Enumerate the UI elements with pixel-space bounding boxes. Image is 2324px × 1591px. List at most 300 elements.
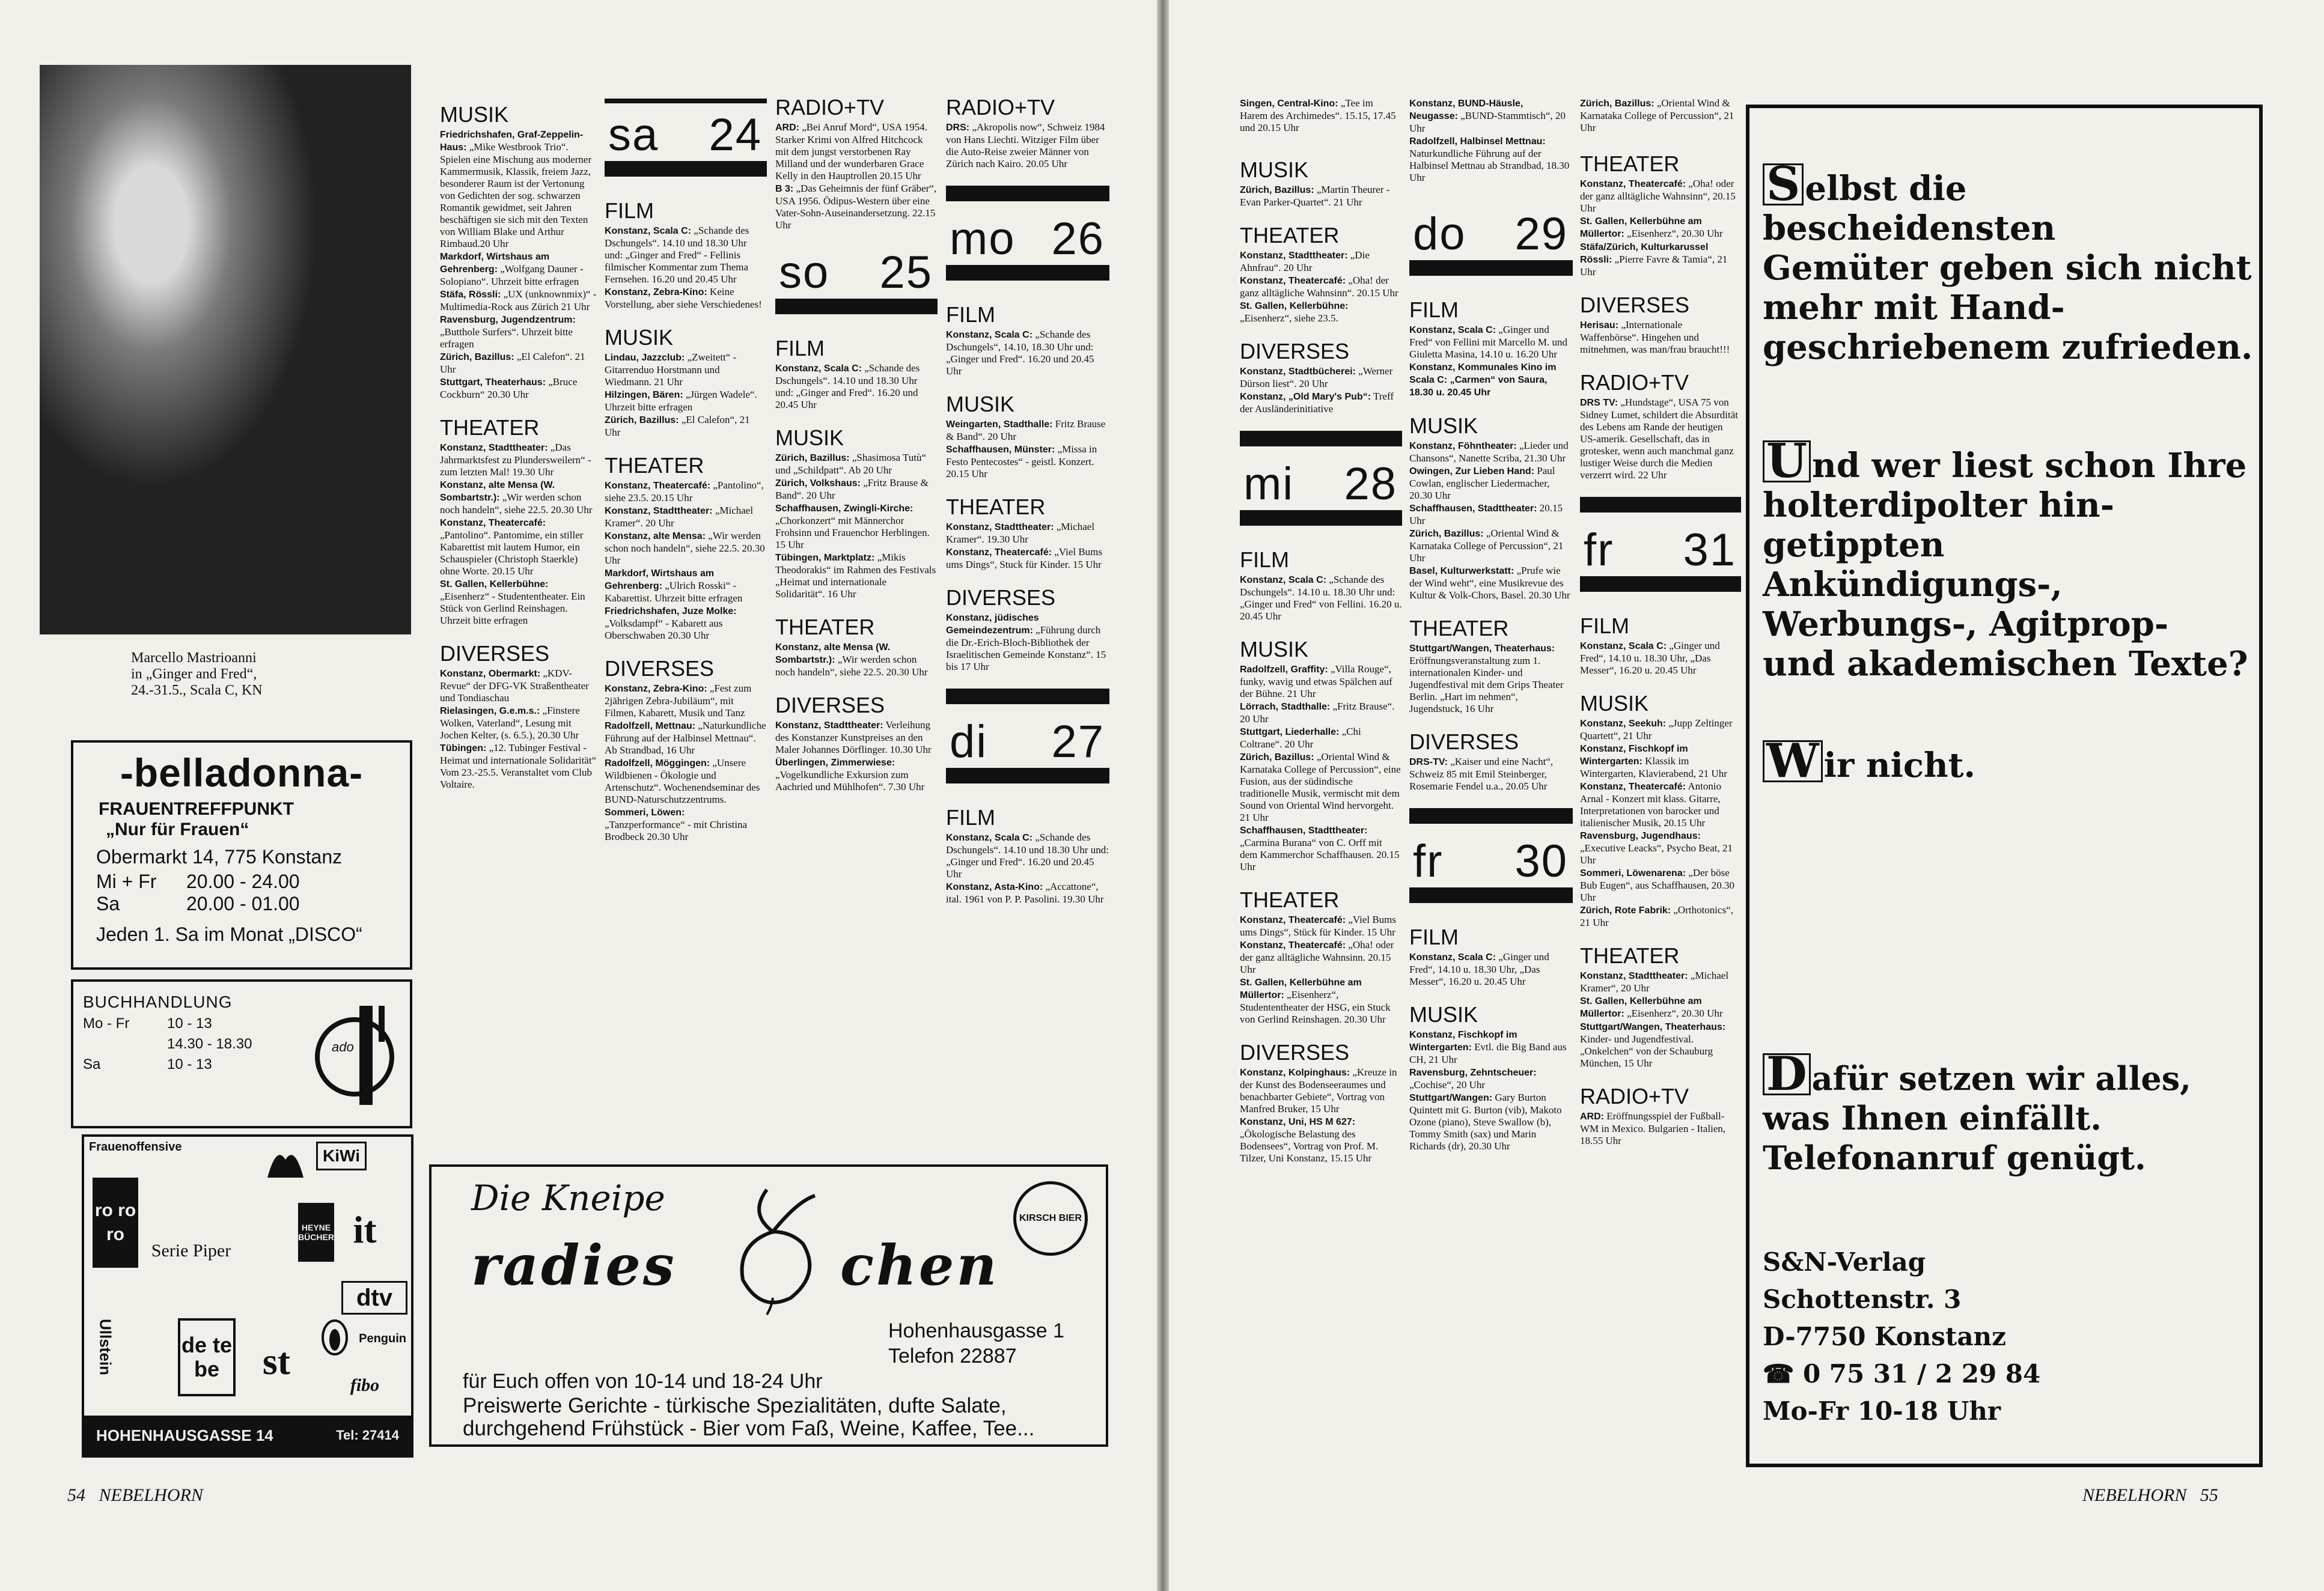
left-column-4 [946,96,1109,1160]
listing-text: „Tanzperformance“ - mit Christina Brodbeck 20.30 Uhr [605,819,748,842]
day-bar [946,768,1109,783]
listing-entry [1409,440,1573,464]
listing-section [1580,371,1741,481]
listing-entry [1580,1021,1741,1069]
listing-text: „UX (unknownmix)“ - Multimedia-Rock aus Zürich 21 Uhr [440,288,597,312]
listing-text: „Kreuze in der Kunst des Bodenseeraumes und benachbarter Gebiete“, Vortrag von Manfred Bruker, 15 Uhr [1240,1066,1397,1115]
listing-venue: Konstanz, Kommunales Kino im Scala C: „Carmen“ von Saura, 18.30 u. 20.45 Uhr [1409,362,1557,398]
day-label [1240,458,1402,508]
listing-text: „Zweitett“ - Gitarrenduo Horstmann und Wiedmann. 21 Uhr [605,351,737,388]
belladonna-address: Obermarkt 14, 775 Konstanz [96,846,343,868]
page-number: 55 [2200,1485,2218,1505]
listing-section [440,642,597,791]
listing-text: „Werner Dürson liest“. 20 Uhr [1240,365,1393,389]
separator-bar [1240,431,1402,446]
day-header [1240,458,1402,526]
listing-venue: Lörrach, Stadthalle: [1240,702,1331,712]
listing-text: „Viel Bums ums Dings“, Stuck für Kinder. 15 Uhr [946,546,1103,570]
listing-venue: Radolfzell, Halbinsel Mettnau: [1409,136,1546,147]
listing-entry [440,578,597,627]
right-column-2 [1409,97,1573,1479]
listing-section [946,806,1109,905]
listing-entry [440,288,597,313]
section-heading: DIVERSES [1240,339,1350,364]
listing-entry [605,505,767,529]
day-label [1409,836,1573,885]
day-label [1409,208,1573,258]
day-header [946,716,1109,783]
listing-venue: Schaffhausen, Münster: [946,445,1055,455]
listing-entry [1580,904,1741,929]
listing-text: „Pantolino“. Pantomime, ein stiller Kabarettist mit lautem Humor, ein Schauspieler (Christoph Staerkle) ohne Worte. 20.15 Uhr [440,529,584,577]
listing-section [775,694,938,793]
day-name: sa [608,109,659,160]
page-gutter [1157,0,1169,1591]
day-bar [605,161,767,177]
listing-venue: Konstanz, Stadttheater: [1240,251,1348,261]
listing-text: „El Calefon“. 21 Uhr [440,351,585,375]
magazine-name: NEBELHORN [99,1485,203,1505]
listing-text: „Executive Leacks“, Psycho Beat, 21 Uhr [1580,842,1733,866]
listing-venue: Tübingen: [440,743,487,753]
listing-venue: Konstanz, Scala C: [775,364,862,374]
listing-text: „Ökologische Belastung des Bodensees“, Vortrag von Prof. M. Tilzer, Uni Konstanz, 15.15 Uhr [1240,1128,1379,1164]
listing-text: „Ginger und Fred“, 14.10 u. 18.30 Uhr, „Das Messer“, 16.20 u. 20.45 Uhr [1409,951,1549,987]
listing-entry [946,546,1109,571]
listing-entry [1240,1066,1402,1115]
spacer [1409,184,1573,202]
listing-text: „Orthotonics“, 21 Uhr [1580,904,1733,928]
listing-entry [605,605,767,642]
listing-venue: St. Gallen, Kellerbühne am Müllertor: [1580,996,1702,1019]
listing-venue: Zürich, Bazillus: [1409,529,1484,539]
listing-text: „Naturkundliche Führung auf der Halbinsel Mettnau“. Ab Strandbad, 16 Uhr [605,720,766,756]
listing-venue: Basel, Kulturwerkstatt: [1409,566,1514,576]
listing-venue: Konstanz, BUND-Häusle, Neugasse: [1409,99,1523,121]
listing-venue: Konstanz, Scala C: [1240,575,1327,585]
listing-text: Verleihung des Konstanzer Kunstpreises an den Maler Johannes Dörflinger. 10.30 Uhr [775,719,932,755]
buchhandlung-hours-2: 14.30 - 18.30 [167,1036,252,1052]
listing-entry [775,756,938,793]
belladonna-name: -belladonna- [120,750,364,795]
listing-venue: Konstanz, Stadttheater: [440,443,548,453]
listing-text: „Butthole Surfers“. Uhrzeit bitte erfragen [440,326,573,350]
section-heading: FILM [1409,297,1459,322]
buchhandlung-ad [71,979,412,1128]
section-heading: DIVERSES [1580,293,1690,317]
listing-text: „Pierre Favre & Tamia“, 21 Uhr [1580,254,1728,278]
listing-venue: Radolfzell, Möggingen: [605,758,710,768]
listing-entry [605,389,767,413]
left-column-3 [775,96,938,1160]
listing-entry [946,329,1109,377]
listing-entry [946,418,1109,443]
day-name: mo [950,213,1016,264]
listing-entry [605,286,767,311]
kirsch-bier-logo: KIRSCH BIER [1013,1181,1088,1256]
listing-entry [1409,135,1573,184]
listing-text: „Jupp Zeltinger Quartett“, 21 Uhr [1580,717,1733,741]
listing-entry [1580,397,1741,481]
listing-section [1240,549,1402,622]
listing-text: „Accattone“, ital. 1961 von P. P. Pasolini. 19.30 Uhr [946,881,1104,905]
listing-text: „Ulrich Rosski“ - Kabarettist. Uhrzeit bitte erfragen [605,580,743,604]
listing-section [1580,1085,1741,1147]
listing-text: „Michael Kramer“. 20 Uhr [605,505,754,529]
listing-venue: Tübingen, Marktplatz: [775,553,875,563]
listing-entry [440,129,597,250]
piper-logo: Serie Piper [151,1241,231,1261]
right-page [1169,0,2324,1591]
contact-street: Schottenstr. 3 [1763,1285,1962,1314]
day-label [605,109,767,159]
listing-entry [1240,914,1402,938]
listing-entry [605,720,767,756]
listing-text: „Mike Westbrook Trio“. Spielen eine Mischung aus moderner Kammermusik, Klassik, freiem Jazz, besonderer Raum ist der Vertonung von Gedichten der sog. schwarzen Romantik gewidmet, seit Jahren beschäftigen sie sich mit den Texten von William Blake und Arthur Rimbaud.20 Uhr [440,141,592,249]
listing-text: „12. Tubinger Festival - Heimat und internationale Solidarität“ Vom 23.-25.5. Veranstaltet vom Club Voltaire. [440,742,597,790]
listing-venue: Stuttgart/Wangen: [1409,1093,1493,1103]
section-heading: RADIO+TV [1580,1084,1689,1109]
ad-paragraph-1: S elbst die bescheidensten Gemüter geben sich nicht mehr mit Hand- geschriebenem zufrieden. [1763,157,2253,367]
contact-company: S&N-Verlag [1763,1247,1926,1277]
listing-entry [1580,215,1741,240]
listing-venue: Radolfzell, Mettnau: [605,721,696,731]
listing-text: „Jürgen Wadele“. Uhrzeit bitte erfragen [605,389,757,413]
listing-venue: Schaffhausen, Stadttheater: [1240,826,1368,836]
section-heading: THEATER [605,453,704,478]
section-heading: RADIO+TV [946,96,1055,120]
it-logo: it [353,1208,377,1251]
listing-text: „Fest zum 2jährigen Zebra-Jubiläum“, mit Filmen, Kabarett, Musik und Tanz [605,683,752,719]
listing-section [605,199,767,311]
contact-hours: Mo-Fr 10-18 Uhr [1763,1396,2001,1426]
listing-venue: Konstanz, Asta-Kino: [946,882,1043,892]
buchhandlung-title: BUCHHANDLUNG [83,993,233,1011]
day-number: 24 [709,109,762,160]
listing-venue: Konstanz, alte Mensa (W. Sombartstr.): [440,480,555,503]
listing-venue: Owingen, Zur Lieben Hand: [1409,466,1534,476]
kneipe-name-1: radies [471,1233,677,1298]
caption-line: 24.-31.5., Scala C, KN [131,683,263,698]
day-number: 28 [1344,458,1397,510]
belladonna-ad [71,740,412,970]
listing-venue: Schaffhausen, Zwingli-Kirche: [775,503,913,514]
section-heading: THEATER [946,494,1046,519]
listing-venue: Konstanz, Zebra-Kino: [605,684,707,694]
section-heading: FILM [605,198,654,223]
section-heading: MUSIK [775,425,844,450]
listing-text: „Fritz Brause“. 20 Uhr [1240,701,1395,725]
listing-text: „Eisenherz“, 20.30 Uhr [1624,228,1723,239]
listing-venue: Konstanz, Theatercafé: [1240,915,1346,925]
listing-text: „Eisenherz“, siehe 23.5. [1240,312,1338,324]
day-bar [1409,887,1573,903]
contact-city: D-7750 Konstanz [1763,1322,2006,1351]
listing-entry [605,567,767,604]
listing-text: „Unsere Wildbienen - Ökologie und Artenschutz“. Wochenendseminar des BUND-Naturschutzzentrums. [605,757,760,805]
listing-venue: Konstanz, Scala C: [605,226,692,236]
day-number: 29 [1514,208,1568,260]
listing-venue: Konstanz, Theatercafé: [1240,940,1346,951]
listing-entry [775,477,938,502]
separator-bar [1580,497,1741,513]
listing-venue: Radolfzell, Graffity: [1240,665,1328,675]
listing-section [775,96,938,231]
listing-section [1240,224,1402,324]
listing-text: Eröffnungsspiel der Fußball-WM in Mexico. Bulgarien - Italien, 18.55 Uhr [1580,1110,1726,1146]
ado-logo-icon [307,1000,403,1108]
listing-entry [1240,184,1402,208]
listing-text: „Schande des Dschungels“. 14.10 und 18.30 Uhr und: „Ginger and Fred“ - Fellinis filmischer Kommentar zum Thema Fernsehen. 16.20 und 20.45 Uhr [605,225,749,285]
listing-text: „Oha! oder der ganz alltägliche Wahnsinn. 20.15 Uhr [1240,939,1394,975]
listing-text: „Eisenherz“ - Studententheater. Ein Stück von Gerlind Reinshagen. Uhrzeit bitte erfragen [440,591,585,626]
day-bar [775,299,938,314]
listing-venue: St. Gallen, Kellerbühne: [1240,301,1349,311]
listing-text: „Akropolis now“, Schweiz 1984 von Hans Liechti. Witziger Film über die Auto-Reise zweier Männer von Zürich nach Kairo. 20.05 Uhr [946,121,1105,169]
listing-text: „Bruce Cockburn“ 20.30 Uhr [440,376,578,400]
listing-text: 20.15 Uhr [1409,502,1563,526]
listing-text: „Bei Anruf Mord“, USA 1954. Starker Krimi von Alfred Hitchcock mit dem jungst verstorbenen Ray Milland und der wunderbaren Grace Kelly in den Hauptrollen 20.15 Uhr [775,121,927,181]
listing-section [440,416,597,627]
right-column-3 [1580,97,1741,1479]
radish-icon [701,1178,839,1316]
listing-venue: Konstanz, Kolpinghaus: [1240,1068,1350,1078]
magazine-name: NEBELHORN [2082,1485,2187,1505]
section-heading: FILM [946,302,996,327]
listing-text: „Wir werden schon noch handeln“, siehe 22.5. 20.30 Uhr [775,654,928,678]
listing-text: „Oriental Wind & Karnataka College of Percussion“, 21 Uhr [1409,528,1564,564]
listing-venue: Konstanz, Stadtbücherei: [1240,367,1356,377]
listing-text: „Das Geheimnis der fünf Gräber“, USA 1956. Ödipus-Western über eine Vater-Sohn-Auseinandersetzung. 22.15 Uhr [775,183,937,231]
listing-entry [1409,642,1573,715]
listing-entry [605,530,767,567]
day-name: mi [1243,458,1295,510]
listing-venue: Konstanz, „Old Mary's Pub“: [1240,392,1371,402]
listing-venue: Konstanz, Stadttheater: [775,720,883,731]
listing-entry [946,612,1109,673]
day-label [1580,525,1741,574]
day-name: di [950,716,988,767]
listing-venue: St. Gallen, Kellerbühne am Müllertor: [1240,978,1362,1000]
listing-text: Evtl. die Big Band aus CH, 21 Uhr [1409,1041,1567,1065]
listing-section [1409,926,1573,988]
contact-phone: ☎ 0 75 31 / 2 29 84 [1763,1359,2041,1389]
listing-section [605,454,767,642]
listing-text: „Kaiser und eine Nacht“, Schweiz 85 mit Emil Steinberger, Rosemarie Fendel u.a., 20.05 Uhr [1409,756,1554,792]
listing-text: „Chorkonzert“ mit Männerchor Frohsinn und Frauenchor Herblingen. 15 Uhr [775,515,930,550]
listing-entry [1240,391,1402,415]
listing-entry [1240,976,1402,1026]
listing-venue: Stäfa/Zürich, Kulturkarussel Rössli: [1580,242,1709,265]
listing-section [1240,638,1402,873]
listing-venue: Hilzingen, Bären: [605,390,683,400]
listing-entry [1580,1110,1741,1147]
listing-entry [1409,502,1573,527]
listing-venue: Ravensburg, Jugendzentrum: [440,315,576,325]
section-heading: DIVERSES [1409,729,1519,754]
listing-section [1409,299,1573,399]
listing-text: „Volksdampf“ - Kabarett aus Oberschwaben 20.30 Uhr [605,618,723,641]
listing-text: „Der böse Bub Eugen“, aus Schaffhausen, 20.30 Uhr [1580,867,1734,903]
listing-entry [1580,241,1741,278]
listing-text: Gary Burton Quintett mit G. Burton (vib), Makoto Ozone (piano), Steve Swallow (b), Tommy Smith (sax) und Marin Richards (dr), 20.30 Uhr [1409,1092,1562,1152]
listing-venue: ARD: [1580,1112,1604,1122]
listing-entry [1580,97,1741,134]
kneipe-line-1: Preiswerte Gerichte - türkische Spezialitäten, dufte Salate, [463,1394,1007,1417]
ad-paragraph-2: U nd wer liest schon Ihre holterdipolter hin- getippten Ankündigungs-, Werbungs-, Agitprop- und akademischen Texte? [1763,434,2248,684]
listing-venue: Zürich, Bazillus: [1240,185,1314,195]
listing-section [1409,1003,1573,1152]
listing-entry [1409,97,1573,135]
section-heading: THEATER [1240,887,1340,912]
listing-section [1240,889,1402,1026]
listing-section [1580,945,1741,1069]
listing-venue: Konstanz, jüdisches Gemeindezentrum: [946,613,1039,636]
listing-text: „Missa in Festo Pentecostes“ - geistl. Konzert. 20.15 Uhr [946,443,1097,479]
listing-text: „Schande des Dschungels“. 14.10 u. 18.30 Uhr und: „Ginger und Fred“ von Fellini. 16.20 u. 20.45 Uhr [1240,574,1402,622]
section-heading: MUSIK [440,103,509,127]
listing-text: „Vogelkundliche Exkursion zum Aachried und Mühlhofen“. 7.30 Uhr [775,769,925,792]
left-page [0,0,1157,1591]
listing-text: Eröffnungsveranstaltung zum 1. internationalen Kinder- und Jugendfestival mit dem Grips Theater Berlin. „Hart im nehmen“, Jugendstuck, 16 Uhr [1409,655,1564,714]
listing-text: „Villa Rouge“, funky, wavig und etwas Spälchen auf der Bühne. 21 Uhr [1240,663,1392,699]
listing-entry [946,881,1109,905]
listing-entry [440,376,597,401]
listing-entry [605,757,767,806]
day-header [605,109,767,177]
listing-venue: Konstanz, Fischkopf im Wintergarten: [1580,744,1688,767]
listing-text: „Oha! der ganz alltägliche Wahnsinn“. 20.15 Uhr [1240,275,1398,299]
listing-text: „Die Ahnfrau“. 20 Uhr [1240,249,1370,273]
listing-venue: Konstanz, Seekuh: [1580,719,1667,729]
listing-text: „Hundstage“, USA 75 von Sidney Lumet, schildert die Absurdität des Lebens am Rande der heutigen US-amerik. Gesellschaft, das in grotesker, wenn auch manchmal ganz lustiger Weise durch die Medien verzerrt wird. 22 Uhr [1580,397,1738,481]
listing-venue: Markdorf, Wirtshaus am Gehrenberg: [440,252,550,275]
listing-text: „Internationale Waffenbörse“. Hingehen und mitnehmen, was man/frau braucht!!! [1580,319,1730,355]
listing-venue: Konstanz, Obermarkt: [440,669,541,679]
listing-text: „Cochise“, 20 Uhr [1409,1079,1486,1091]
listing-entry [440,251,597,288]
listing-entry [1240,726,1402,750]
separator-bar [946,689,1109,704]
listing-text: „Pantolino“, siehe 23.5. 20.15 Uhr [605,479,764,503]
listing-section [946,586,1109,673]
listing-entry [775,362,938,411]
listing-text: „KDV-Revue“ der DFG-VK Straßentheater und Tondiaschau [440,668,589,704]
listing-text: „Viel Bums ums Dings“, Stück für Kinder. 15 Uhr [1240,914,1397,938]
kneipe-name-2: chen [840,1233,999,1298]
listing-section [775,616,938,678]
day-number: 25 [879,247,933,298]
listing-text: Kinder- und Jugendfestival. „Onkelchen“ von der Schauburg München, 15 Uhr [1580,1033,1713,1069]
listing-venue: Schaffhausen, Stadttheater: [1409,503,1537,514]
publishers-ad [82,1134,413,1458]
listing-text: Paul Cowlan, englischer Liedermacher, 20.30 Uhr [1409,465,1555,501]
ullstein-logo: Ullstein [96,1319,115,1375]
section-heading: THEATER [775,615,875,639]
listing-entry [1409,361,1573,399]
listing-venue: Friedrichshafen, Juze Molke: [605,606,737,616]
dtv-logo: dtv [341,1281,407,1315]
right-footer [2082,1485,2218,1506]
section-heading: THEATER [1580,151,1680,176]
heyne-logo: HEYNE BÜCHER [298,1203,334,1262]
listing-section [775,427,938,600]
listing-text: „Tee im Harem des Archimedes“. 15.15, 17.45 und 20.15 Uhr [1240,97,1396,133]
listing-venue: ARD: [775,123,799,133]
listing-entry [440,351,597,376]
listing-venue: St. Gallen, Kellerbühne: [440,579,549,589]
day-name: so [779,247,830,298]
section-heading: THEATER [1240,223,1340,248]
day-number: 27 [1051,716,1105,767]
listing-text: „Prufe wie der Wind weht“, eine Musikrevue des Kultur & Volk-Chors, Basel. 20.30 Uhr [1409,565,1570,601]
listing-text: „Eisenherz“, Studententheater der HSG, ein Stuck von Gerlind Reinshagen. 20.30 Uhr [1240,989,1391,1025]
listing-venue: Konstanz, Theatercafé: [946,547,1052,558]
day-name: fr [1584,525,1614,576]
listing-entry [1240,663,1402,700]
listing-venue: Konstanz, Theatercafé: [605,481,711,491]
listing-entry [440,668,597,704]
listing-section [1409,415,1573,601]
section-heading: MUSIK [1409,1002,1478,1027]
listing-text: „Michael Kramer“, 20 Uhr [1580,970,1729,994]
listing-text: „Fritz Brause & Band“. 20 Uhr [775,477,929,501]
listing-entry [605,351,767,388]
listing-text: Antonio Arnal - Konzert mit klass. Gitarre, Interpretationen von barocker und italienischer Musik, 20.15 Uhr [1580,780,1722,829]
listing-venue: Konstanz, Stadttheater: [946,522,1054,532]
listing-venue: DRS: [946,123,970,133]
listing-section [1580,153,1741,278]
listing-venue: Konstanz, Scala C: [946,833,1033,843]
listing-venue: Konstanz, alte Mensa (W. Sombartstr.): [775,642,891,665]
listing-venue: Zürich, Bazillus: [605,415,679,425]
day-number: 30 [1514,836,1568,887]
listing-venue: Überlingen, Zimmerwiese: [775,758,895,768]
listing-entry [440,314,597,350]
listing-venue: Zürich, Volkshaus: [775,478,861,488]
section-heading: MUSIK [1409,413,1478,438]
listing-section [1240,159,1402,208]
listing-venue: Zürich, Bazillus: [1580,99,1655,109]
listing-entry [775,552,938,600]
day-number: 26 [1051,213,1105,264]
section-heading: FILM [1240,547,1290,572]
listing-venue: Konstanz, alte Mensa: [605,531,706,541]
listing-entry [1240,365,1402,390]
listing-entry [775,452,938,476]
listing-entry [775,502,938,551]
day-label [946,716,1109,765]
page-number: 54 [67,1485,85,1505]
photo-mastroianni [40,65,411,634]
day-label [946,213,1109,263]
day-bar [946,265,1109,281]
listing-text: „Carmina Burana“ von C. Orff mit dem Kammerchor Schaffhausen. 20.15 Uhr [1240,837,1400,872]
listing-entry [440,517,597,577]
listing-entry [440,479,597,516]
listing-entry [605,479,767,504]
listing-section [946,96,1109,170]
listing-venue: Sommeri, Löwenarena: [1580,868,1686,878]
listing-text: Treff der Ausländerinitiative [1240,391,1394,415]
listing-entry [605,225,767,285]
listing-entry [1409,1029,1573,1066]
listing-venue: Stuttgart/Wangen, Theaterhaus: [1580,1022,1726,1032]
listing-venue: Konstanz, Theatercafé: [440,518,546,528]
section-heading: DIVERSES [1240,1040,1350,1065]
listing-venue: Konstanz, Fischkopf im Wintergarten: [1409,1030,1517,1053]
section-heading: MUSIK [1240,157,1309,182]
